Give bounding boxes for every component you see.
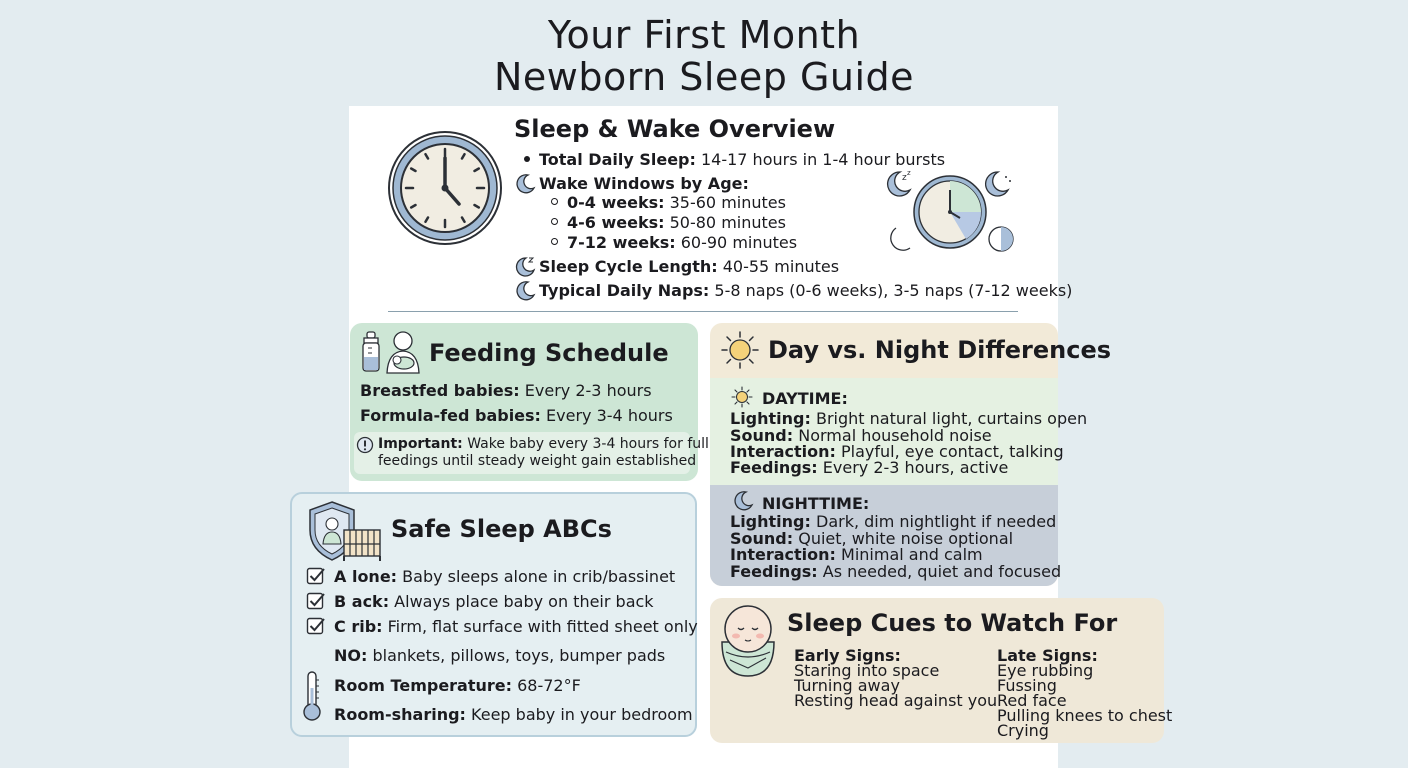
- daytime-title: DAYTIME:: [762, 389, 848, 408]
- total-sleep-value: 14-17 hours in 1-4 hour bursts: [695, 150, 946, 169]
- day-night-heading: Day vs. Night Differences: [768, 336, 1112, 364]
- breastfed-value: Every 2-3 hours: [519, 381, 652, 400]
- wake-window-row: [551, 193, 786, 212]
- share-value: Keep baby in your bedroom: [465, 705, 693, 724]
- breastfeeding-icon: [384, 330, 422, 374]
- naps-label: Typical Daily Naps:: [539, 281, 710, 300]
- formula-label: Formula-fed babies:: [360, 406, 541, 425]
- daytime-row: [730, 411, 1087, 427]
- breastfed-label: Breastfed babies:: [360, 381, 520, 400]
- svg-text:z: z: [902, 173, 907, 183]
- formula-value: Every 3-4 hours: [540, 406, 673, 425]
- row-value: Bright natural light, curtains open: [810, 409, 1088, 428]
- row-value: As needed, quiet and focused: [817, 562, 1062, 581]
- important-text-2: feedings until steady weight gain established: [378, 453, 697, 469]
- row-value: Every 2-3 hours, active: [817, 458, 1009, 477]
- bullet-ring: [551, 238, 558, 245]
- row-label: Lighting:: [730, 409, 811, 428]
- total-sleep-label: Total Daily Sleep:: [539, 150, 696, 169]
- cycle-value: 40-55 minutes: [717, 257, 840, 276]
- moon-icon: [514, 280, 536, 302]
- abc-item-value: Always place baby on their back: [389, 592, 654, 611]
- late-sign: Pulling knees to chest: [997, 706, 1173, 725]
- row-label: Feedings:: [730, 562, 818, 581]
- abc-item: [334, 567, 675, 586]
- abc-item-label: A lone:: [334, 567, 398, 586]
- formula-line: [360, 406, 673, 425]
- late-sign: Fussing: [997, 676, 1057, 695]
- wake-age: 7-12 weeks:: [567, 233, 676, 252]
- late-sign: Red face: [997, 691, 1067, 710]
- moon-clock-icon: [882, 166, 1018, 258]
- no-items-line: [334, 646, 665, 665]
- wake-windows-label: Wake Windows by Age:: [539, 174, 749, 193]
- wake-window-row: [551, 233, 797, 252]
- page-title: [0, 14, 1408, 98]
- wake-value: 60-90 minutes: [675, 233, 798, 252]
- daily-naps-line: [539, 281, 1072, 300]
- checkbox-icon: [306, 591, 326, 611]
- title-line-2: Newborn Sleep Guide: [493, 55, 915, 99]
- sun-icon: [720, 330, 760, 370]
- row-value: Quiet, white noise optional: [793, 529, 1014, 548]
- checkbox-icon: [306, 566, 326, 586]
- late-sign: Eye rubbing: [997, 661, 1094, 680]
- late-sign: Crying: [997, 721, 1049, 740]
- important-line-1: [378, 436, 709, 452]
- abc-item-label: B ack:: [334, 592, 390, 611]
- breastfed-line: [360, 381, 652, 400]
- temp-value: 68-72°F: [512, 676, 581, 695]
- early-signs-title: Early Signs:: [794, 646, 901, 665]
- bullet-ring: [551, 218, 558, 225]
- early-sign: Staring into space: [794, 661, 940, 680]
- section-divider: [388, 311, 1018, 312]
- wake-age: 0-4 weeks:: [567, 193, 665, 212]
- share-label: Room-sharing:: [334, 705, 466, 724]
- svg-text:z: z: [907, 169, 911, 177]
- early-sign: Resting head against you: [794, 691, 998, 710]
- abc-item: [334, 592, 654, 611]
- bullet: [524, 156, 530, 162]
- sleeping-baby-icon: [716, 602, 780, 678]
- abc-item-value: Firm, flat surface with fitted sheet only: [382, 617, 698, 636]
- feeding-heading: Feeding Schedule: [429, 339, 669, 367]
- naps-value: 5-8 naps (0-6 weeks), 3-5 naps (7-12 weeks): [709, 281, 1073, 300]
- abc-item-label: C rib:: [334, 617, 383, 636]
- row-value: Minimal and calm: [835, 545, 983, 564]
- nighttime-title: NIGHTTIME:: [762, 494, 870, 513]
- sleep-cues-heading: Sleep Cues to Watch For: [787, 609, 1118, 637]
- row-label: Interaction:: [730, 442, 836, 461]
- row-label: Lighting:: [730, 512, 811, 531]
- wake-window-row: [551, 213, 786, 232]
- moon-icon: [514, 173, 536, 195]
- checkbox-icon: [306, 616, 326, 636]
- cycle-length-line: [539, 257, 839, 276]
- bullet-ring: [551, 198, 558, 205]
- nighttime-row: [730, 514, 1056, 530]
- row-label: Sound:: [730, 426, 794, 445]
- clock-icon: [386, 129, 504, 247]
- bottle-icon: [360, 331, 382, 373]
- wake-value: 35-60 minutes: [664, 193, 786, 212]
- shield-crib-icon: [306, 500, 384, 562]
- row-value: Normal household noise: [793, 426, 992, 445]
- title-line-1: Your First Month: [547, 13, 861, 57]
- cycle-label: Sleep Cycle Length:: [539, 257, 718, 276]
- abc-item: [334, 617, 698, 636]
- late-signs-title: Late Signs:: [997, 646, 1098, 665]
- row-value: Dark, dim nightlight if needed: [810, 512, 1057, 531]
- room-temperature-line: [334, 676, 581, 695]
- no-label: NO:: [334, 646, 368, 665]
- row-label: Feedings:: [730, 458, 818, 477]
- thermometer-icon: [300, 670, 324, 722]
- no-value: blankets, pillows, toys, bumper pads: [367, 646, 666, 665]
- moon-zzz-icon: [514, 255, 536, 277]
- wake-value: 50-80 minutes: [664, 213, 786, 232]
- abc-item-value: Baby sleeps alone in crib/bassinet: [397, 567, 676, 586]
- overview-heading: Sleep & Wake Overview: [514, 115, 836, 143]
- nighttime-row: [730, 547, 983, 563]
- moon-icon: [732, 490, 754, 512]
- important-label: Important:: [378, 436, 463, 452]
- nighttime-row: [730, 564, 1061, 580]
- early-sign: Turning away: [794, 676, 900, 695]
- temp-label: Room Temperature:: [334, 676, 513, 695]
- row-value: Playful, eye contact, talking: [835, 442, 1064, 461]
- wake-age: 4-6 weeks:: [567, 213, 665, 232]
- daytime-row: [730, 460, 1008, 476]
- important-text-1: Wake baby every 3-4 hours for full: [462, 436, 709, 452]
- safe-sleep-heading: Safe Sleep ABCs: [391, 515, 612, 543]
- small-sun-icon: [731, 386, 753, 408]
- row-label: Interaction:: [730, 545, 836, 564]
- info-icon: [356, 436, 374, 454]
- row-label: Sound:: [730, 529, 794, 548]
- room-sharing-line: [334, 705, 693, 724]
